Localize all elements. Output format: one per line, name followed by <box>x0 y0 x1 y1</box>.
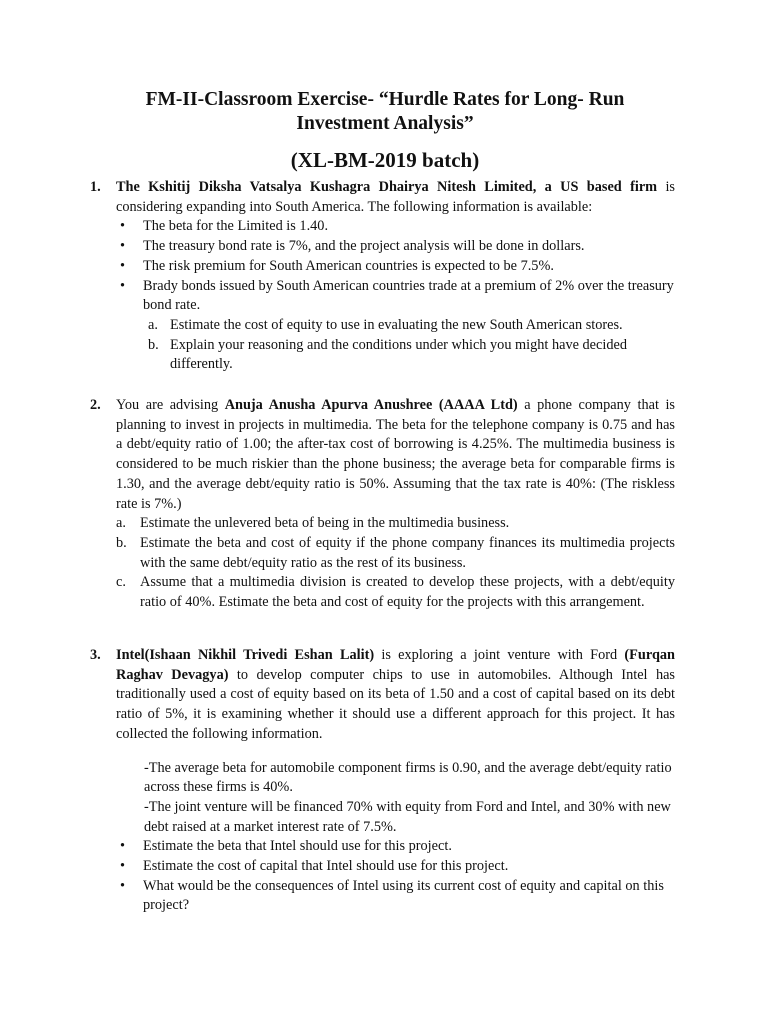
task-text: Estimate the beta and cost of equity if the phone company finances its multimedia projects with the same debt/equity ratio as the rest of its business. <box>140 534 675 571</box>
question-3 <box>90 646 675 916</box>
task-text: Explain your reasoning and the conditions under which you might have decided differently. <box>170 336 627 373</box>
list-item <box>144 336 675 375</box>
question-1-tasks <box>116 316 675 375</box>
question-2 <box>90 396 675 613</box>
question-1 <box>90 178 675 375</box>
question-3-bullets <box>116 837 675 916</box>
question-1-intro <box>116 178 675 217</box>
task-text: Assume that a multimedia division is created to develop these projects, with a debt/equity ratio of 40%. Estimate the beta and cost of equity for the projects with this arrangement. <box>140 574 675 611</box>
title-line-1: FM-II-Classroom Exercise- “Hurdle Rates for Long- Run <box>145 89 625 110</box>
list-item: • The treasury bond rate is 7%, and the project analysis will be done in dollars. <box>116 237 675 257</box>
question-3-number: 3. <box>90 647 101 663</box>
question-3-body: to develop computer chips to use in automobiles. Although Intel has traditionally used a cost of equity based on its beta of 1.50 and a cost of capital based on its debt ratio of 5%, it is examining whether it should use a different approach for this project. It has collected the following information. <box>116 666 675 742</box>
task-text: Estimate the unlevered beta of being in the multimedia business. <box>140 515 510 532</box>
list-item <box>116 514 675 534</box>
question-3-info-1: -The average beta for automobile component firms is 0.90, and the average debt/equity ratio across these firms is 40%. <box>144 759 672 796</box>
task-letter: a. <box>148 316 158 333</box>
question-2-number: 2. <box>90 397 101 413</box>
question-1-intro-text: is considering expanding into South America. The following information is available: <box>116 179 675 215</box>
list-item: • The beta for the Limited is 1.40. <box>116 217 675 237</box>
list-item: • Brady bonds issued by South American countries trade at a premium of 2% over the treasury bond rate. <box>116 277 675 316</box>
list-item: • Estimate the beta that Intel should use for this project. <box>116 837 675 857</box>
question-3-partner: (Furqan Raghav Devagya) <box>116 647 675 683</box>
list-item: • What would be the consequences of Intel using its current cost of equity and capital on this project? <box>116 877 675 916</box>
question-3-company: Intel(Ishaan Nikhil Trivedi Eshan Lalit) <box>116 647 375 663</box>
document-title <box>80 88 690 136</box>
question-2-tasks <box>116 514 675 613</box>
question-3-intro <box>116 646 675 745</box>
question-3-mid: is exploring a joint venture with Ford <box>374 647 625 663</box>
list-item <box>116 534 675 573</box>
task-letter: a. <box>116 515 126 532</box>
question-2-body: a phone company that is planning to invest in projects in multimedia. The beta for the telephone company is 0.75 and has a debt/equity ratio of 1.00; the after-tax cost of borrowing is 4.25%. The multimedia business is considered to be much riskier than the phone business; the average beta for comparable firms is 1.30, and the average debt/equity ratio is 50%. Assuming that the tax rate is 40%: (The riskless rate is 7%.) <box>116 397 675 512</box>
question-3-info-2: -The joint venture will be financed 70% with equity from Ford and Intel, and 30% with new debt raised at a market interest rate of 7.5%. <box>144 798 671 835</box>
task-letter: c. <box>116 574 126 591</box>
task-text: Estimate the cost of equity to use in evaluating the new South American stores. <box>170 316 623 333</box>
task-letter: b. <box>148 336 159 353</box>
title-line-2: Investment Analysis” <box>296 113 474 134</box>
list-item <box>116 573 675 612</box>
question-1-bullets <box>116 217 675 316</box>
question-1-number: 1. <box>90 179 101 195</box>
question-2-lead: You are advising <box>116 397 225 413</box>
list-item <box>144 316 675 336</box>
question-2-company: Anuja Anusha Apurva Anushree (AAAA Ltd) <box>224 397 518 413</box>
batch-subtitle: (XL-BM-2019 batch) <box>290 148 480 172</box>
task-letter: b. <box>116 534 127 551</box>
list-item: • The risk premium for South American countries is expected to be 7.5%. <box>116 257 675 277</box>
question-1-company: The Kshitij Diksha Vatsalya Kushagra Dhairya Nitesh Limited, a US based firm <box>116 179 658 195</box>
question-2-intro <box>116 396 675 514</box>
list-item: • Estimate the cost of capital that Intel should use for this project. <box>116 857 675 877</box>
